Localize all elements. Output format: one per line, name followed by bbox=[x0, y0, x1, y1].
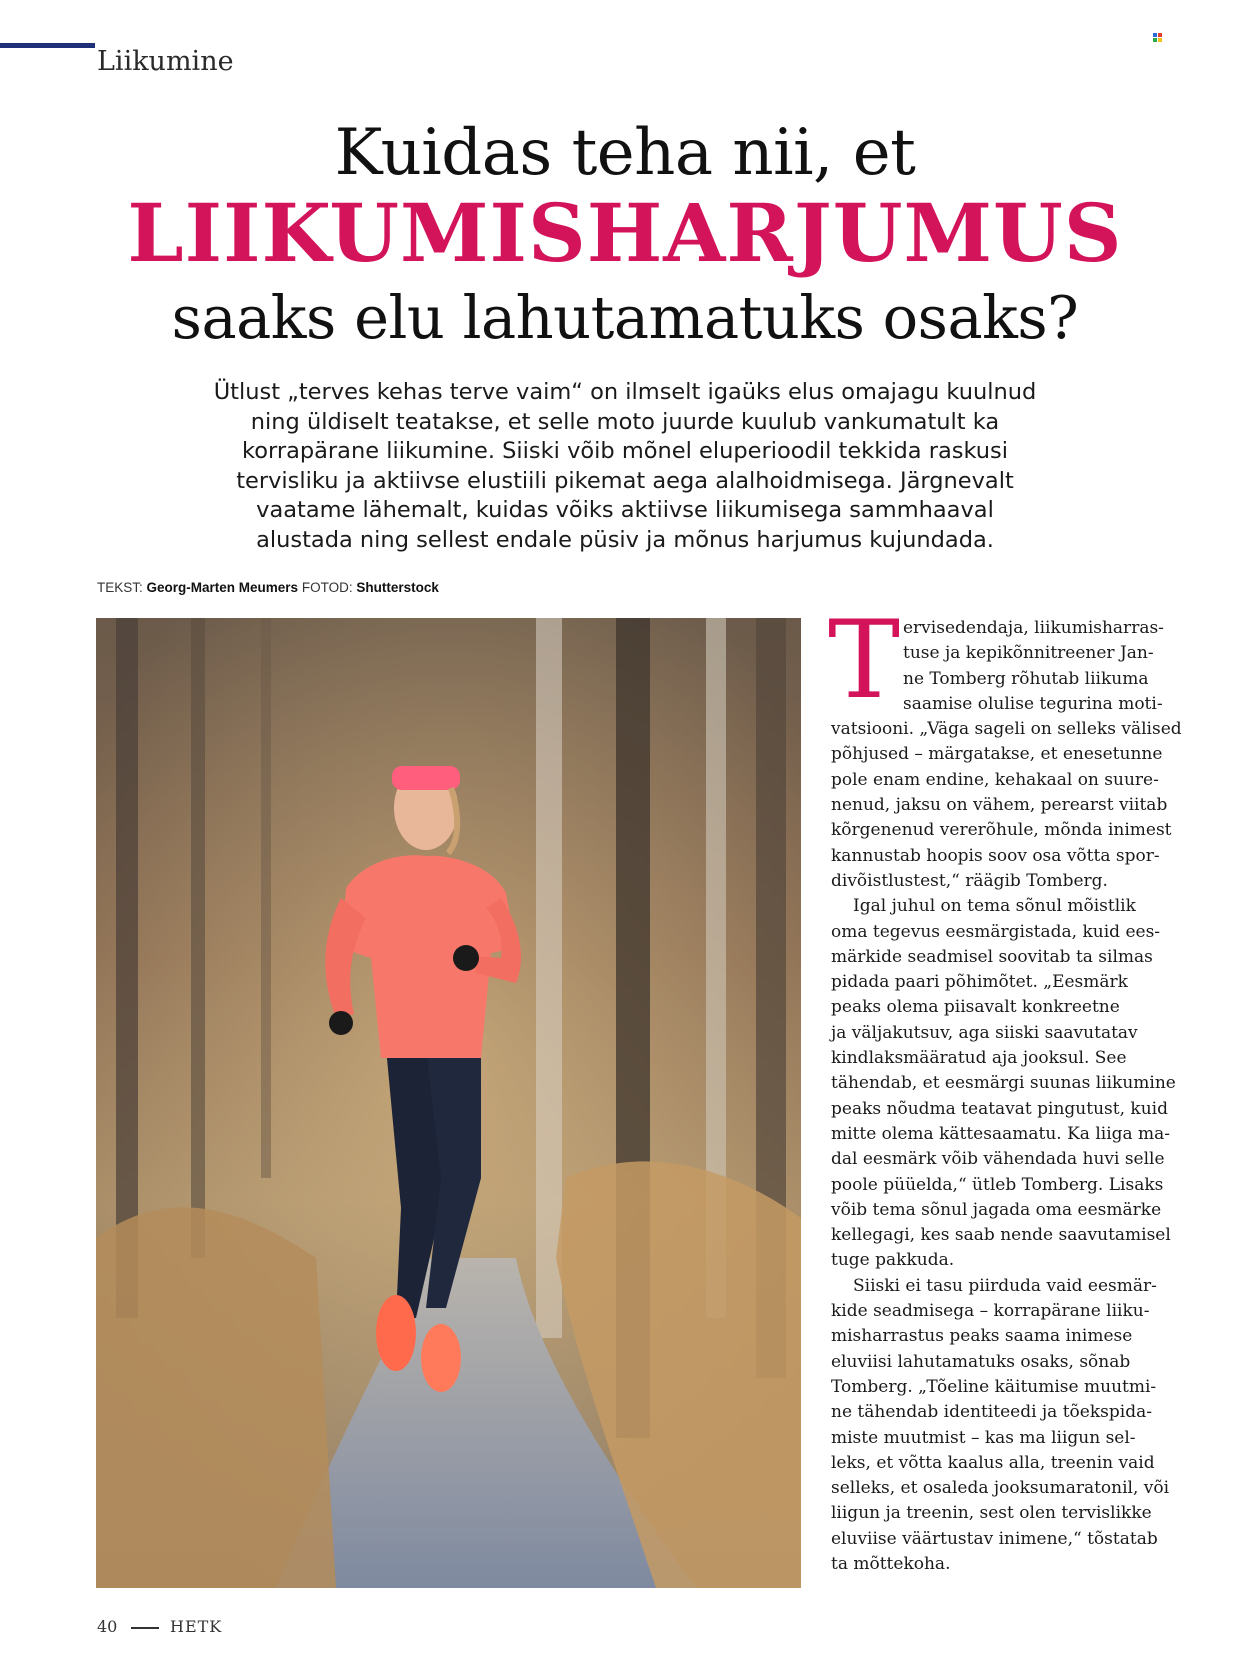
drop-cap: T bbox=[828, 598, 901, 723]
headline-line-3: saaks elu lahutamatuks osaks? bbox=[171, 283, 1079, 352]
body-line: Igal juhul on tema sõnul mõistlik bbox=[853, 896, 1136, 917]
text-credit-label: TEKST: bbox=[97, 580, 143, 595]
section-rule bbox=[0, 43, 95, 48]
lead-line: tervisliku ja aktiivse elustiili pikemat aega alalhoidmisega. Järgnevalt bbox=[236, 467, 1014, 494]
color-registration-mark bbox=[1153, 33, 1162, 42]
headline-line-1: Kuidas teha nii, et bbox=[334, 116, 916, 190]
folio-divider bbox=[131, 1627, 159, 1629]
body-line: tuse ja kepikõnnitreener Jan- bbox=[903, 643, 1154, 664]
body-line: ta mõttekoha. bbox=[831, 1553, 951, 1574]
body-line: ne tähendab identiteedi ja tõekspida- bbox=[831, 1402, 1152, 1423]
article-body bbox=[831, 616, 1182, 1577]
photo-source: Shutterstock bbox=[356, 580, 439, 595]
lead-line: korrapärane liikumine. Siiski võib mõnel eluperioodil tekkida raskusi bbox=[241, 438, 1009, 464]
headline-highlight: LIIKUMISHARJUMUS bbox=[127, 186, 1123, 280]
body-line: saamise olulise tegurina moti- bbox=[903, 693, 1163, 714]
page-number: 40 bbox=[97, 1617, 118, 1636]
body-line: võib tema sõnul jagada oma eesmärke bbox=[831, 1199, 1162, 1220]
body-line: leks, et võtta kaalus alla, treenin vaid bbox=[831, 1452, 1155, 1473]
body-line: poole püüelda,“ ütleb Tomberg. Lisaks bbox=[831, 1174, 1164, 1195]
body-line: miste muutmist – kas ma liigun sel- bbox=[831, 1427, 1136, 1448]
body-line: misharrastus peaks saama inimese bbox=[831, 1326, 1133, 1347]
lead-line: Ütlust „terves kehas terve vaim“ on ilmselt igaüks elus omajagu kuulnud bbox=[213, 379, 1037, 405]
lead-paragraph bbox=[150, 378, 1100, 555]
lead-line: vaatame lähemalt, kuidas võiks aktiivse liikumisega sammhaaval bbox=[256, 497, 994, 523]
body-line: tuge pakkuda. bbox=[831, 1250, 955, 1271]
magazine-name: HETK bbox=[170, 1617, 223, 1636]
author-name: Georg-Marten Meumers bbox=[146, 580, 299, 595]
body-line: pidada paari põhimõtet. „Eesmärk bbox=[831, 972, 1128, 993]
photo-credit-label: FOTOD: bbox=[301, 580, 353, 595]
body-line: Siiski ei tasu piirduda vaid eesmär- bbox=[853, 1275, 1157, 1296]
body-line: ja väljakutsuv, aga siiski saavutatav bbox=[831, 1022, 1138, 1043]
runner-photo bbox=[96, 618, 801, 1588]
body-line: tähendab, et eesmärgi suunas liikumine bbox=[831, 1073, 1176, 1094]
byline bbox=[97, 580, 439, 595]
section-label: Liikumine bbox=[97, 46, 234, 77]
body-line: vatsiooni. „Väga sageli on selleks välised bbox=[831, 719, 1182, 740]
body-line: oma tegevus eesmärgistada, kuid ees- bbox=[831, 921, 1161, 942]
body-line: kindlaksmääratud aja jooksul. See bbox=[831, 1048, 1127, 1069]
body-line: põhjused – märgatakse, et enesetunne bbox=[831, 744, 1163, 765]
body-line: peaks nõudma teatavat pingutust, kuid bbox=[831, 1098, 1168, 1119]
body-line: eluviisi lahutamatuks osaks, sõnab bbox=[831, 1351, 1131, 1372]
body-line: selleks, et osaleda jooksumaratonil, või bbox=[831, 1478, 1170, 1499]
body-line: kannustab hoopis soov osa võtta spor- bbox=[831, 845, 1160, 866]
body-line: kõrgenenud vererõhule, mõnda inimest bbox=[831, 820, 1172, 841]
body-line: kellegagi, kes saab nende saavutamisel bbox=[831, 1225, 1171, 1246]
body-line: divõistlustest,“ räägib Tomberg. bbox=[831, 870, 1108, 891]
body-line: liigun ja treenin, sest olen tervislikke bbox=[831, 1503, 1152, 1524]
lead-line: ning üldiselt teatakse, et selle moto juurde kuulub vankumatult ka bbox=[250, 408, 1000, 435]
body-line: dal eesmärk võib vähendada huvi selle bbox=[831, 1149, 1165, 1170]
body-line: Tomberg. „Tõeline käitumise muutmi- bbox=[831, 1376, 1157, 1397]
body-line: pole enam endine, kehakaal on suure- bbox=[831, 769, 1159, 790]
body-line: peaks olema piisavalt konkreetne bbox=[831, 997, 1120, 1018]
lead-line: alustada ning sellest endale püsiv ja mõnus harjumus kujundada. bbox=[256, 526, 994, 553]
body-line: nenud, jaksu on vähem, perearst viitab bbox=[831, 795, 1168, 816]
body-line: märkide seadmisel soovitab ta silmas bbox=[831, 946, 1153, 967]
body-line: eluviise väärtustav inimene,“ tõstatab bbox=[831, 1528, 1158, 1549]
body-line: ervisedendaja, liikumisharras- bbox=[903, 618, 1164, 638]
body-line: kide seadmisega – korrapärane liiku- bbox=[831, 1301, 1150, 1322]
body-line: ne Tomberg rõhutab liikuma bbox=[903, 668, 1149, 689]
body-line: mitte olema kättesaamatu. Ka liiga ma- bbox=[831, 1123, 1171, 1144]
